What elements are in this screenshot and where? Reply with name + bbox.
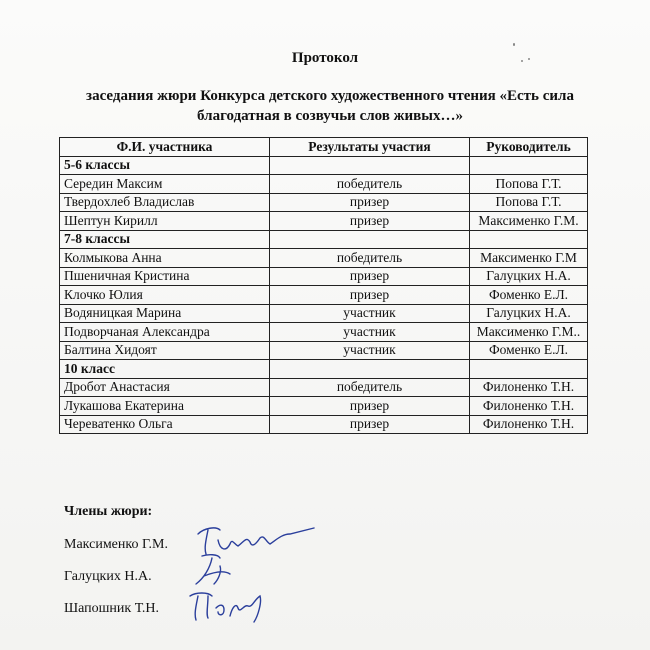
group-row	[60, 230, 588, 249]
subtitle-line-1: заседания жюри Конкурса детского художественного чтения «Есть сила	[86, 88, 574, 104]
participant-result: призер	[270, 286, 470, 305]
header-leader: Руководитель	[470, 138, 588, 157]
table-row	[60, 397, 588, 416]
empty-cell	[470, 156, 588, 175]
participant-name: Череватенко Ольга	[60, 415, 270, 434]
document-title: Протокол	[291, 50, 359, 66]
participant-result: участник	[270, 304, 470, 323]
group-label: 7-8 классы	[60, 230, 270, 249]
participant-result: призер	[270, 212, 470, 231]
participant-leader: Галуцких Н.А.	[470, 267, 588, 286]
participant-leader: Филоненко Т.Н.	[470, 378, 588, 397]
participant-result: призер	[270, 193, 470, 212]
empty-cell	[470, 360, 588, 379]
empty-cell	[270, 360, 470, 379]
table-row	[60, 341, 588, 360]
participant-leader: Фоменко Е.Л.	[470, 341, 588, 360]
empty-cell	[270, 156, 470, 175]
scan-speck	[513, 43, 515, 46]
participant-leader: Максименко Г.М.	[470, 212, 588, 231]
participant-leader: Фоменко Е.Л.	[470, 286, 588, 305]
signature-galutskikh	[190, 550, 250, 590]
participant-result: призер	[270, 397, 470, 416]
table-row	[60, 378, 588, 397]
scan-speck	[521, 60, 523, 62]
table-header-row	[60, 138, 588, 157]
participant-leader: Максименко Г.М	[470, 249, 588, 268]
participant-result: победитель	[270, 175, 470, 194]
header-participant: Ф.И. участника	[60, 138, 270, 157]
participant-leader: Попова Г.Т.	[470, 193, 588, 212]
participant-leader: Галуцких Н.А.	[470, 304, 588, 323]
participant-result: призер	[270, 415, 470, 434]
participant-name: Дробот Анастасия	[60, 378, 270, 397]
empty-cell	[270, 230, 470, 249]
participant-name: Водяницкая Марина	[60, 304, 270, 323]
jury-member: Шапошник Т.Н.	[64, 601, 159, 616]
scan-speck	[528, 58, 530, 60]
participant-name: Клочко Юлия	[60, 286, 270, 305]
table-row	[60, 249, 588, 268]
participant-result: участник	[270, 323, 470, 342]
participant-result: победитель	[270, 249, 470, 268]
participant-name: Подворчаная Александра	[60, 323, 270, 342]
participant-leader: Филоненко Т.Н.	[470, 397, 588, 416]
group-label: 10 класс	[60, 360, 270, 379]
document-subtitle	[60, 86, 600, 126]
table-row	[60, 286, 588, 305]
jury-heading: Члены жюри:	[64, 504, 153, 519]
header-results: Результаты участия	[270, 138, 470, 157]
group-row	[60, 360, 588, 379]
group-row	[60, 156, 588, 175]
jury-member: Галуцких Н.А.	[64, 569, 152, 584]
participant-name: Середин Максим	[60, 175, 270, 194]
participant-name: Балтина Хидоят	[60, 341, 270, 360]
signature-shaposhnik	[184, 586, 274, 626]
group-label: 5-6 классы	[60, 156, 270, 175]
participant-leader: Максименко Г.М..	[470, 323, 588, 342]
participant-leader: Попова Г.Т.	[470, 175, 588, 194]
subtitle-line-2: благодатная в созвучьи слов живых…»	[197, 108, 463, 124]
results-table	[59, 137, 588, 434]
participant-result: призер	[270, 267, 470, 286]
participant-name: Колмыкова Анна	[60, 249, 270, 268]
participant-name: Пшеничная Кристина	[60, 267, 270, 286]
table-row	[60, 193, 588, 212]
table-row	[60, 323, 588, 342]
participant-result: участник	[270, 341, 470, 360]
participant-leader: Филоненко Т.Н.	[470, 415, 588, 434]
table-row	[60, 175, 588, 194]
empty-cell	[470, 230, 588, 249]
participant-name: Шептун Кирилл	[60, 212, 270, 231]
table-row	[60, 212, 588, 231]
table-row	[60, 304, 588, 323]
participant-name: Твердохлеб Владислав	[60, 193, 270, 212]
jury-member: Максименко Г.М.	[64, 537, 168, 552]
table-row	[60, 267, 588, 286]
table-row	[60, 415, 588, 434]
participant-result: победитель	[270, 378, 470, 397]
participant-name: Лукашова Екатерина	[60, 397, 270, 416]
